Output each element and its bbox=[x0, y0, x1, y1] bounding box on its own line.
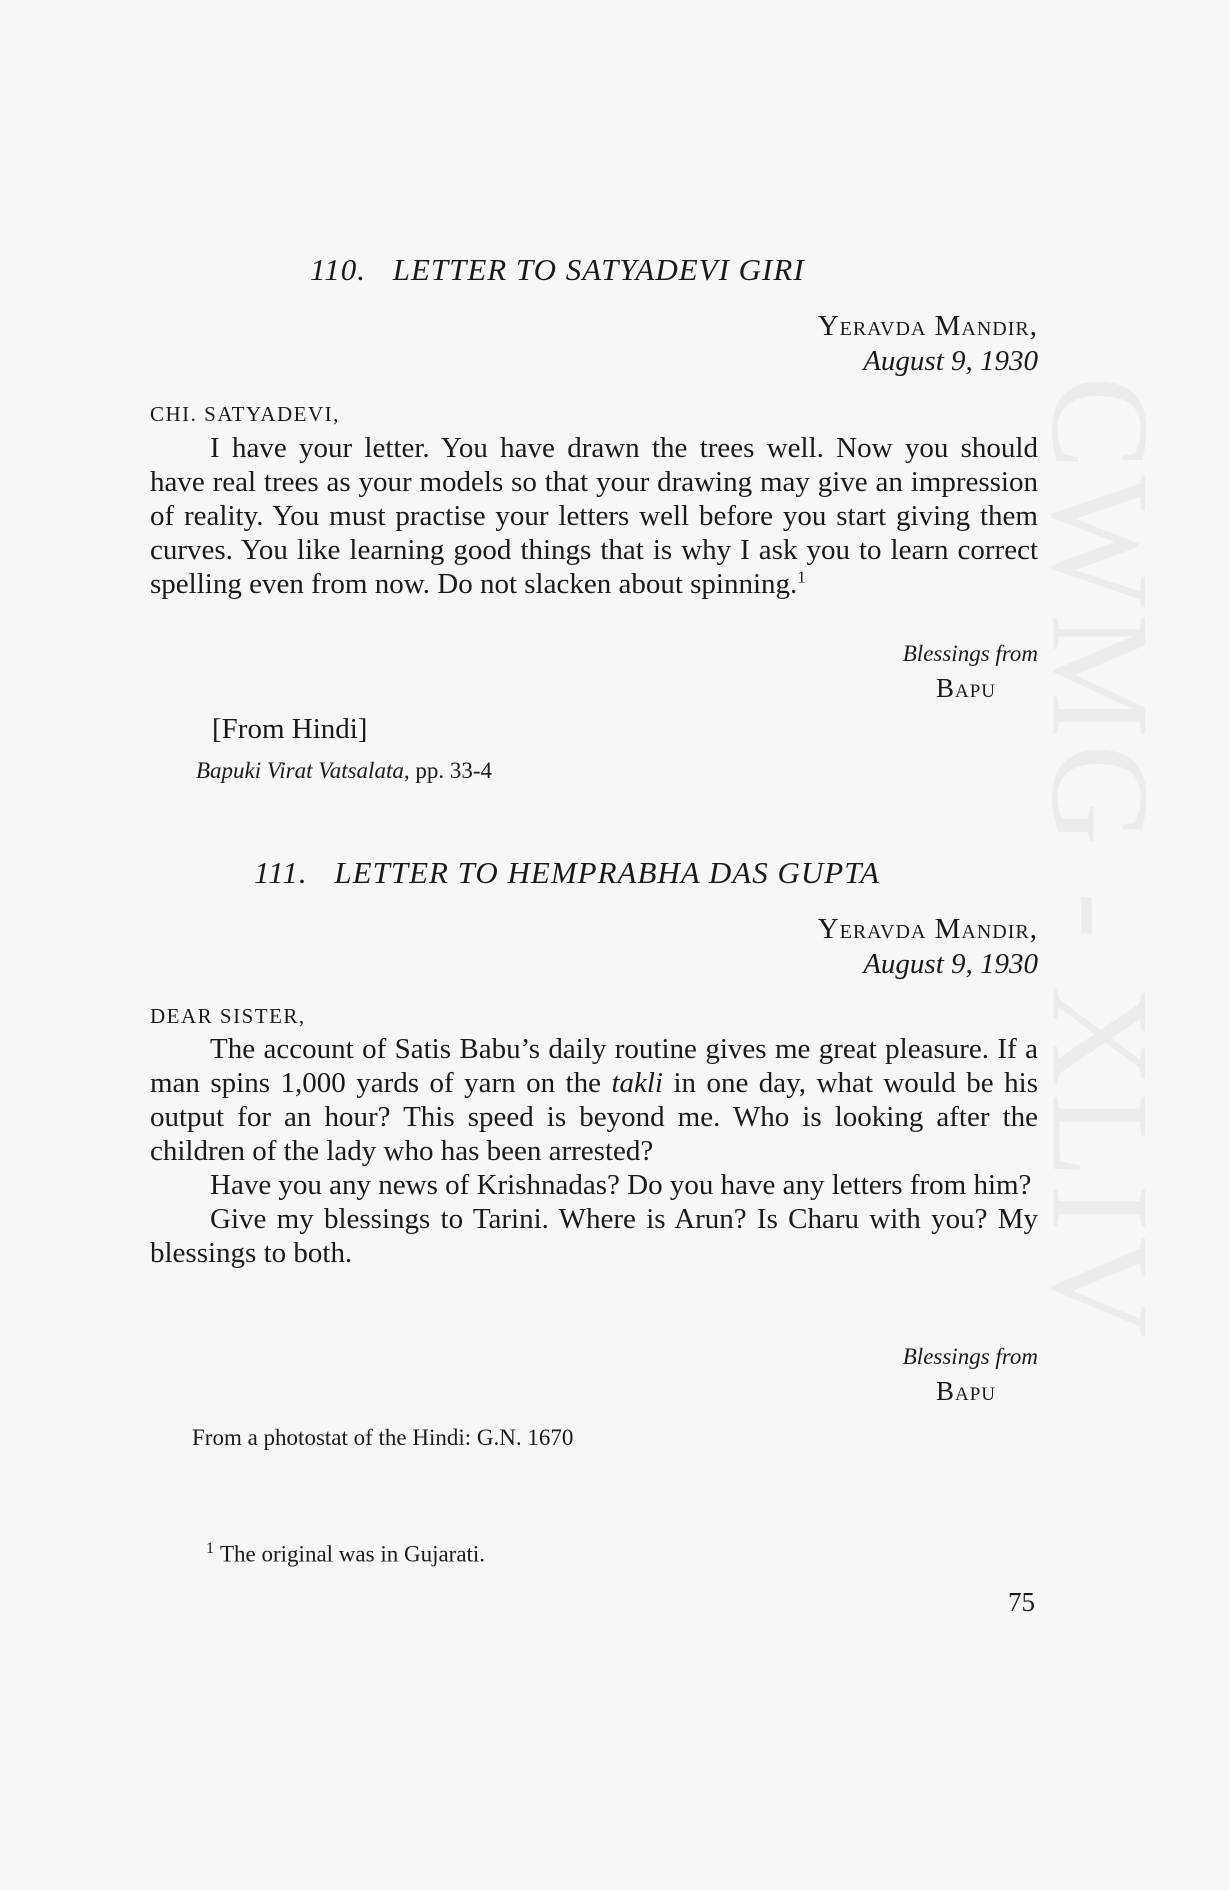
letter-110-source bbox=[196, 758, 492, 784]
letter-110-heading bbox=[310, 252, 805, 288]
letter-111-closing: Blessings from bbox=[902, 1344, 1038, 1369]
letter-111-body bbox=[150, 1032, 1038, 1270]
letter-110-signature: Bapu bbox=[935, 673, 996, 703]
letter-110-body bbox=[150, 431, 1038, 601]
letter-111-date: August 9, 1930 bbox=[863, 948, 1038, 980]
letter-110-title: LETTER TO SATYADEVI GIRI bbox=[392, 252, 805, 287]
letter-111-salutation: DEAR SISTER, bbox=[150, 1004, 306, 1028]
letter-110-salutation: CHI. SATYADEVI, bbox=[150, 402, 340, 426]
footnote-text: The original was in Gujarati. bbox=[220, 1541, 486, 1567]
letter-111-paragraph-2: Have you any news of Krishnadas? Do you have any letters from him? bbox=[210, 1169, 1032, 1201]
source-title: Bapuki Virat Vatsalata bbox=[196, 758, 404, 783]
footnote-ref: 1 bbox=[797, 567, 806, 587]
letter-111-source: From a photostat of the Hindi: G.N. 1670 bbox=[192, 1425, 574, 1450]
page-number: 75 bbox=[1008, 1587, 1035, 1617]
footnote bbox=[206, 1540, 485, 1568]
footnote-number: 1 bbox=[206, 1540, 214, 1557]
letter-110-place: Yeravda Mandir, bbox=[817, 310, 1038, 342]
letter-111-paragraph-3: Give my blessings to Tarini. Where is Arun? Is Charu with you? My blessings to both. bbox=[150, 1203, 1038, 1269]
letter-110-number: 110. bbox=[310, 252, 366, 287]
letter-111-signature: Bapu bbox=[935, 1376, 996, 1406]
letter-110-date: August 9, 1930 bbox=[863, 345, 1038, 377]
watermark-text: CWMG - XLIV bbox=[1022, 375, 1178, 1345]
letter-111-heading bbox=[254, 855, 880, 891]
letter-111-number: 111. bbox=[254, 855, 308, 890]
letter-110-from-language: [From Hindi] bbox=[212, 713, 368, 745]
letter-111-paragraph-1: The account of Satis Babu’s daily routine gives me great pleasure. If a man spins 1,000 yards of yarn on the takli in one day, what would be his output for an hour? This speed is beyond me. Who is looking after the children of the lady who has been arrested? bbox=[150, 1033, 1038, 1167]
source-pages: , pp. 33-4 bbox=[403, 758, 493, 783]
letter-110-closing: Blessings from bbox=[902, 641, 1038, 666]
letter-111-title: LETTER TO HEMPRABHA DAS GUPTA bbox=[334, 855, 881, 890]
letter-111-place: Yeravda Mandir, bbox=[817, 913, 1038, 945]
takli-term: takli bbox=[611, 1067, 663, 1099]
letter-110-body-text: I have your letter. You have drawn the trees well. Now you should have real trees as your models so that your drawing may give an impression of reality. You must practise your letters well before you start giving them curves. You like learning good things that is why I ask you to learn correct spelling even from now. Do not slacken about spinning. bbox=[150, 432, 1038, 600]
